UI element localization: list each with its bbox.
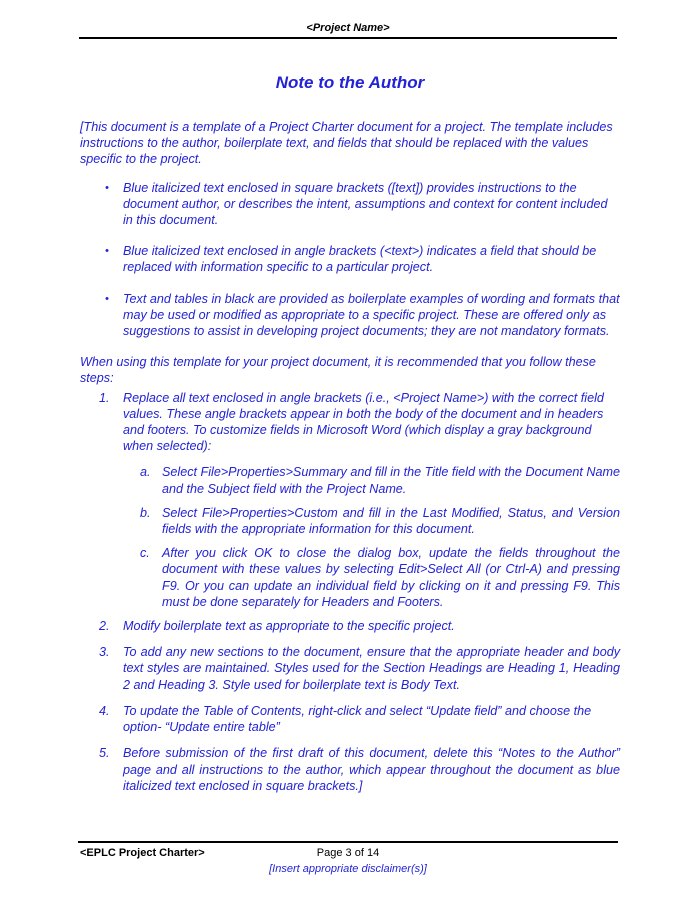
bullet-icon: • (105, 245, 109, 258)
step-number: 1. (99, 390, 110, 405)
step-text: Modify boilerplate text as appropriate to the specific project. (123, 619, 455, 634)
substep-letter: c. (140, 546, 150, 561)
step-text: To update the Table of Contents, right-click and select “Update field” and choose the option- “Update entire table” (123, 703, 592, 735)
list-item (80, 545, 620, 610)
list-item (80, 390, 620, 455)
numbered-step-list (80, 390, 620, 794)
step-number: 4. (99, 703, 110, 718)
bullet-icon: • (105, 292, 109, 305)
footer-disclaimer: [Insert appropriate disclaimer(s)] (269, 863, 427, 875)
list-item (80, 644, 620, 693)
document-body (80, 42, 620, 804)
list-item (80, 180, 620, 229)
step-text: Replace all text enclosed in angle brackets (i.e., <Project Name>) with the correct field values. These angle brackets appear in both the body of the document and in headers and footers. To customize fields in Microsoft Word (which display a gray background when selected): (123, 390, 604, 454)
intro-paragraph: [This document is a template of a Project Charter document for a project. The template includes instructions to the author, boilerplate text, and fields that should be replaced with the values specific to the project. (80, 120, 613, 167)
bullet-text: Blue italicized text enclosed in square brackets ([text]) provides instructions to the document author, or describes the intent, assumptions and context for content included in this document. (123, 180, 608, 228)
header-project-name: <Project Name> (306, 22, 390, 34)
step-number: 5. (99, 746, 110, 761)
list-item (80, 745, 620, 794)
page-footer (78, 841, 618, 875)
bullet-icon: • (105, 181, 109, 194)
substep-text: Select File>Properties>Custom and fill in the Last Modified, Status, and Version fields with the appropriate information for this document. (162, 505, 620, 537)
list-item (80, 243, 620, 275)
list-item (80, 505, 620, 537)
steps-intro-paragraph: When using this template for your project document, it is recommended that you follow these steps: (80, 355, 596, 386)
bullet-list (80, 180, 620, 340)
list-item (80, 618, 620, 634)
bullet-text: Text and tables in black are provided as boilerplate examples of wording and formats that may be used or modified as appropriate to a specific project. These are offered only as suggestions to assist in developing project documents; they are not mandatory formats. (123, 291, 620, 339)
step-text: Before submission of the first draft of this document, delete this “Notes to the Author” page and all instructions to the author, which appear throughout the document as blue italicized text enclosed in square brackets.] (123, 746, 620, 793)
substep-letter: b. (140, 505, 151, 520)
list-item (80, 703, 620, 735)
page-title: Note to the Author (275, 73, 425, 92)
substep-letter: a. (140, 465, 151, 480)
header-rule (79, 37, 617, 39)
step-number: 3. (99, 645, 110, 660)
substep-text: After you click OK to close the dialog box, update the fields throughout the document with these values by selecting Edit>Select All (or Ctrl-A) and pressing F9. Or you can update an individual field by clicking on it and pressing F9. This must be done separately for Headers and Footers. (162, 546, 620, 609)
step-number: 2. (99, 619, 110, 634)
footer-doc-name: <EPLC Project Charter> (80, 847, 205, 859)
bullet-text: Blue italicized text enclosed in angle brackets (<text>) indicates a field that should be replaced with information specific to a particular project. (123, 244, 597, 275)
footer-row (78, 847, 618, 861)
page-header (79, 0, 617, 39)
substep-text: Select File>Properties>Summary and fill in the Title field with the Document Name and the Subject field with the Project Name. (162, 465, 620, 496)
step-text: To add any new sections to the document, ensure that the appropriate header and body text styles are maintained. Styles used for the Section Headings are Heading 1, Heading 2 and Heading 3. Style used for boilerplate text is Body Text. (123, 645, 620, 692)
footer-page-number: Page 3 of 14 (316, 847, 380, 859)
list-item (80, 291, 620, 340)
list-item (80, 464, 620, 496)
